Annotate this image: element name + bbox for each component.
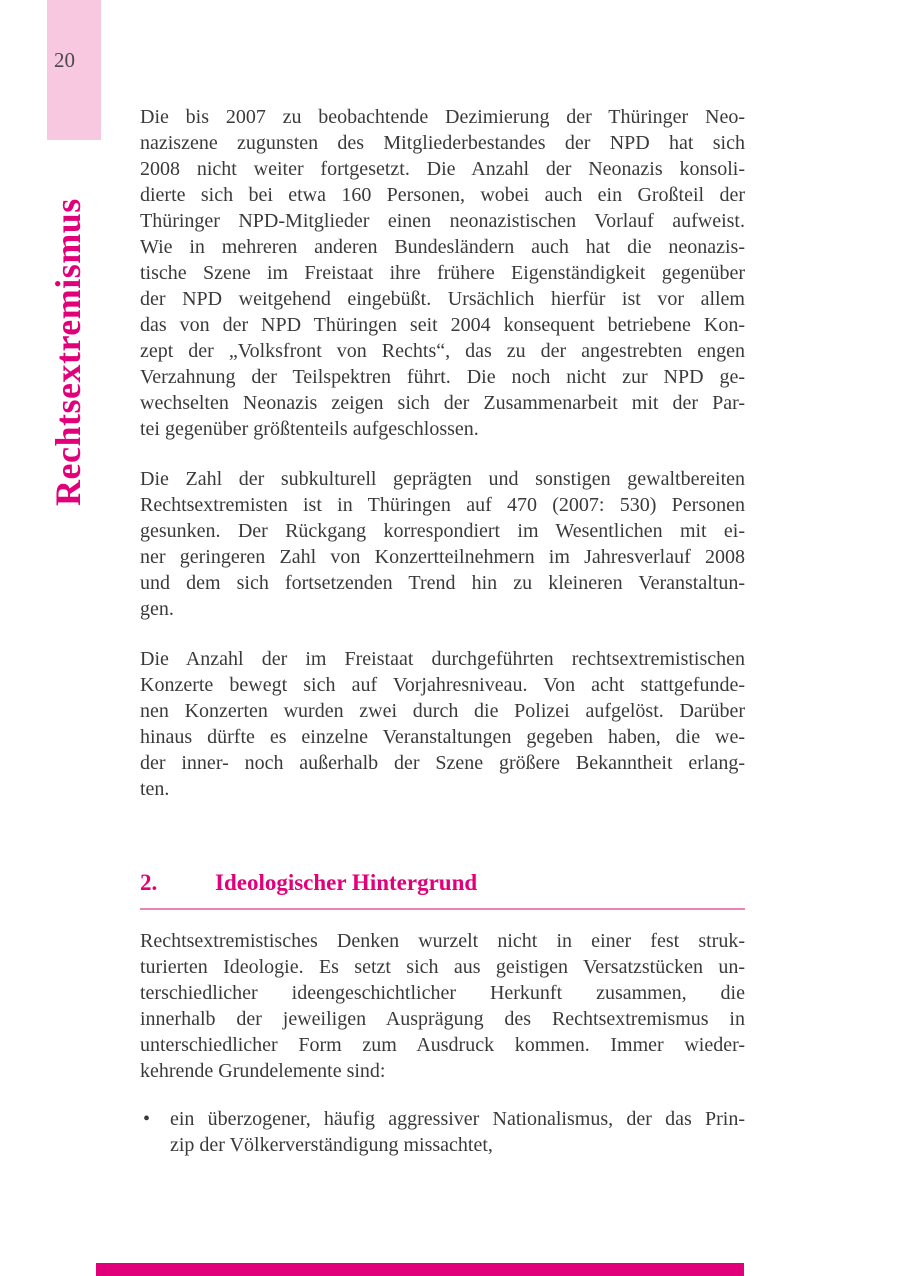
text-line: terschiedlicher ideengeschichtlicher Herkunft zusammen, die [140, 982, 745, 1004]
text-line: Wie in mehreren anderen Bundesländern auch hat die neonazis- [140, 236, 745, 258]
text-line: naziszene zugunsten des Mitgliederbestandes der NPD hat sich [140, 132, 745, 154]
text-line: gen. [140, 598, 174, 620]
text-line: Die bis 2007 zu beobachtende Dezimierung der Thüringer Neo- [140, 106, 745, 128]
section-number: 2. [140, 870, 158, 895]
text-line: das von der NPD Thüringen seit 2004 konsequent betriebene Kon- [140, 314, 745, 336]
paragraph-4 [140, 928, 745, 1084]
paragraph-1 [140, 104, 745, 442]
bullet-marker: • [143, 1108, 151, 1130]
chapter-sidebar-label: Rechtsextremismus [48, 198, 88, 506]
text-line: der NPD weitgehend eingebüßt. Ursächlich hierfür ist vor allem [140, 288, 745, 310]
page-number: 20 [54, 48, 75, 72]
text-line: ein überzogener, häufig aggressiver Nationalismus, der das Prin- [170, 1108, 745, 1130]
text-line: zept der „Volksfront von Rechts“, das zu der angestrebten engen [140, 340, 745, 362]
text-line: Rechtsextremisten ist in Thüringen auf 470 (2007: 530) Personen [140, 494, 745, 516]
paragraph-2 [140, 466, 745, 622]
text-line: zip der Völkerverständigung missachtet, [170, 1134, 493, 1156]
text-line: dierte sich bei etwa 160 Personen, wobei auch ein Großteil der [140, 184, 745, 206]
text-line: und dem sich fortsetzenden Trend hin zu kleineren Veranstaltun- [140, 572, 745, 594]
text-line: nen Konzerten wurden zwei durch die Polizei aufgelöst. Darüber [140, 700, 745, 722]
text-line: 2008 nicht weiter fortgesetzt. Die Anzahl der Neonazis konsoli- [140, 158, 745, 180]
paragraph-3 [140, 646, 745, 802]
footer-accent-bar [96, 1263, 744, 1276]
page-number-box [47, 0, 101, 140]
section-heading [140, 868, 745, 898]
text-line: wechselten Neonazis zeigen sich der Zusammenarbeit mit der Par- [140, 392, 745, 414]
text-line: Die Zahl der subkulturell geprägten und sonstigen gewaltbereiten [140, 468, 745, 490]
main-text-column [140, 104, 745, 1158]
text-line: Konzerte bewegt sich auf Vorjahresniveau. Von acht stattgefunde- [140, 674, 745, 696]
section-title: Ideologischer Hintergrund [215, 870, 478, 895]
text-line: turierten Ideologie. Es setzt sich aus geistigen Versatzstücken un- [140, 956, 745, 978]
text-line: innerhalb der jeweiligen Ausprägung des Rechtsextremismus in [140, 1008, 745, 1030]
bullet-item [140, 1106, 745, 1158]
text-line: kehrende Grundelemente sind: [140, 1060, 386, 1082]
text-line: Thüringer NPD-Mitglieder einen neonazistischen Vorlauf aufweist. [140, 210, 745, 232]
text-line: ten. [140, 778, 170, 800]
bullet-text [170, 1106, 745, 1158]
text-line: tische Szene im Freistaat ihre frühere Eigenständigkeit gegenüber [140, 262, 745, 284]
text-line: gesunken. Der Rückgang korrespondiert im Wesentlichen mit ei- [140, 520, 745, 542]
heading-rule [140, 908, 745, 910]
text-line: Verzahnung der Teilspektren führt. Die noch nicht zur NPD ge- [140, 366, 745, 388]
text-line: hinaus dürfte es einzelne Veranstaltungen gegeben haben, die we- [140, 726, 745, 748]
text-line: ner geringeren Zahl von Konzertteilnehmern im Jahresverlauf 2008 [140, 546, 745, 568]
text-line: Die Anzahl der im Freistaat durchgeführten rechtsextremistischen [140, 648, 745, 670]
text-line: unterschiedlicher Form zum Ausdruck kommen. Immer wieder- [140, 1034, 745, 1056]
text-line: Rechtsextremistisches Denken wurzelt nicht in einer fest struk- [140, 930, 745, 952]
text-line: der inner- noch außerhalb der Szene größere Bekanntheit erlang- [140, 752, 745, 774]
text-line: tei gegenüber größtenteils aufgeschlossen. [140, 418, 479, 440]
